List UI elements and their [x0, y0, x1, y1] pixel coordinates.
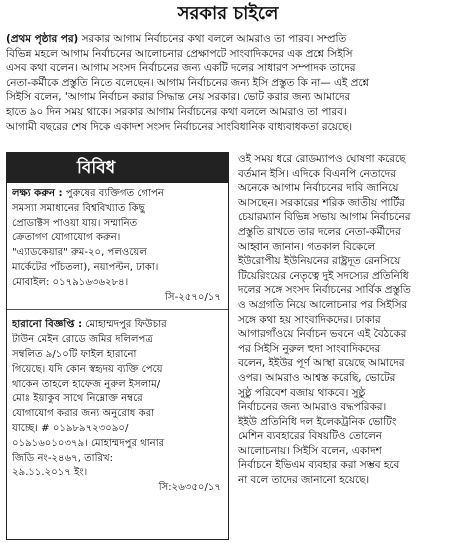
- lead-line: বিভিন্ন মহলে আগাম নির্বাচনের আলোচনার প্রেক্ষাপটে সাংবাদিকদের এক প্রশ্নে সিইসি: [6, 47, 353, 60]
- lead-line: সিইসি বলেন, 'আগাম নির্বাচন করার সিদ্ধান্ত নেয় সরকার। ভোট করার জন্য আমাদের: [6, 91, 351, 104]
- ad-line: ক্রেতাগণ যোগাযোগ করুন।: [12, 232, 121, 244]
- article-line: টিয়েরিংয়ের নেতৃত্বে দুই সদস্যের প্রতিনিধি: [238, 269, 409, 282]
- article-line: বলেন, ইইউর পূর্ণ আস্থা রয়েছে আমাদের: [238, 357, 405, 370]
- ad-line: সমস্যা সমাধানের বিশ্ববিখ্যাত কিছু: [12, 202, 145, 214]
- lead-paragraph: [6, 32, 452, 134]
- ad-line: মার্কেটের পাঁচতলা), নয়াপল্টন, ঢাকা।: [12, 261, 159, 273]
- ad-line: [12, 318, 223, 333]
- article-line: আসছেন। সরকারের শরিক জাতীয় পার্টির: [238, 196, 405, 209]
- article-line: মেশিন ব্যবহারের বিষয়টিও তোলেন: [238, 430, 382, 443]
- lead-line: নেতা-কর্মীকে প্রস্তুতি নিতে বলেছেন। আগাম নির্বাচনের জন্য ইসি প্রস্তুত কি না— এই প্রশ্নে: [6, 76, 370, 89]
- ad-title: হারানো বিজ্ঞপ্তি :: [12, 319, 83, 331]
- ad-line: ০১৯১৬০১০৩৭৯। মোহাম্মদপুর থানার: [12, 437, 165, 449]
- article-line: সুষ্ঠু পরিবেশ বজায় থাকবে। সুষ্ঠু: [238, 386, 366, 399]
- ad-line: ২৯.১১.২০১৭ ইং।: [12, 467, 88, 479]
- article-line: আলোচনায়। সিইসি বলেন, একাদশ: [238, 444, 382, 457]
- ad-first-line: পুরুষের ব্যক্তিগত গোপন: [65, 188, 164, 199]
- article-line: অনেকে আগাম নির্বাচনের দাবি জানিয়ে: [238, 182, 399, 195]
- lead-line: আগামী বছরের শেষ দিকে একাদশ সংসদ নির্বাচনের সাংবিধানিক বাধ্যবাধকতা রয়েছে।: [6, 120, 353, 133]
- lead-first-line: সরকার আগাম নির্বাচনের কথা বললে আমরাও তা পারব। সম্প্রতি: [81, 33, 347, 45]
- classified-ad: [7, 183, 228, 305]
- ad-line: প্রোডাক্টস পাওয়া যায়। সম্মানিত: [12, 217, 138, 229]
- classified-ad: [7, 314, 228, 496]
- ad-title: লক্ষ্য করুন :: [12, 188, 63, 199]
- lead-line: হাতে ৯০ দিন সময় থাকে। সরকার আগাম নির্বাচনের কথা বললে আমরাও তা পারব।: [6, 105, 347, 118]
- classifieds-box: [6, 152, 229, 540]
- article-line: ইউরোপীয় ইউনিয়নের রাষ্ট্রদূত রেনসিয়ে: [238, 255, 401, 268]
- classifieds-header: বিবিধ: [7, 153, 228, 183]
- article-line: ও অগ্রগতি নিয়ে আলোচনার পর সিইসির: [238, 298, 408, 311]
- article-line: ওপর। আমরাও আশ্বস্ত করেছি, ভোটের: [238, 371, 396, 384]
- ad-code: সি:২৬৩৫০/১৭: [158, 482, 221, 494]
- article-line: চেয়ারম্যান বিভিন্ন সভায় আগাম নির্বাচনের: [238, 211, 411, 224]
- ad-line: মোঃ ইয়াকুব সাথে নিম্নোক্ত নম্বরে: [12, 393, 143, 405]
- lead-line: [6, 32, 452, 47]
- article-line: পর সিইসি নুরুল হুদা সাংবাদিকদের: [238, 342, 381, 355]
- article-line: আগারগাঁওয়ে নির্বাচন ভবনে এই বৈঠকের: [238, 328, 407, 341]
- article-line: না বলে তাদের জানানো হয়েছে।: [238, 474, 370, 487]
- ad-code: সি-২৫৭০/১৭: [165, 291, 221, 303]
- article-column: [238, 152, 452, 488]
- ad-divider: [7, 309, 228, 310]
- lead-line: এসব কথা বলেন। আগাম সংসদ নির্বাচনের জন্য একটি দলের সাধারণ সম্পাদক তাদের: [6, 62, 356, 75]
- ad-line: মোবাইল: ০১৭৯১৬৩৬২৮৪।: [12, 276, 129, 288]
- ad-line: যোগাযোগ করার জন্য অনুরোধ করা: [12, 408, 155, 420]
- article-line: নির্বাচনে ইভিএম ব্যবহার করা সম্ভব হবে: [238, 459, 400, 472]
- ad-first-line: মোহাম্মদপুর ফিউচার: [85, 319, 167, 331]
- ad-line: যাচ্ছে। # ০১৯৮৯৭২৩০৯০/: [12, 422, 129, 434]
- article-line: ওই সময় ধরে রোডম্যাপও ঘোষণা করেছে: [238, 153, 406, 165]
- ad-line: থাকেন তাহলে হাফেজ নুরুল ইসলাম/: [12, 378, 161, 390]
- ad-line: গিয়েছে। যদি কোন স্বহৃদয় ব্যক্তি পেয়ে: [12, 363, 163, 375]
- ad-line: জিডি নং-২৪৬৭, তারিখ:: [12, 452, 114, 464]
- article-line: নির্বাচনের জন্য আমরাও বদ্ধপরিকর।: [238, 401, 387, 414]
- ad-line: [12, 187, 223, 202]
- ad-line: সম্বলিত ৯/১০টি ফাইল হারানো: [12, 348, 137, 360]
- article-line: ইইউ প্রতিনিধি দল ইলেকট্রনিক ভোটিং: [238, 415, 397, 428]
- article-line: বর্তমান ইসি। এদিকে বিএনপি নেতাদের: [238, 167, 396, 180]
- ad-line: টাউন মেইন রোডে জমির দলিলপত্র: [12, 334, 153, 346]
- continuation-tag: (প্রথম পৃষ্ঠার পর): [6, 33, 79, 45]
- article-line: প্রস্তুতি রাখতে তার দলের নেতা-কর্মীদের: [238, 225, 401, 238]
- ad-line: "এ্যাডকেয়ার" রুম-২০, পলওয়েল: [12, 247, 147, 259]
- article-line: দলের সঙ্গে সংসদ নির্বাচনের সার্বিক প্রস্তুতি: [238, 284, 411, 297]
- headline: সরকার চাইলে: [177, 3, 279, 24]
- article-line: আহ্বান জানান। গতকাল বিকেলে: [238, 240, 376, 253]
- article-line: সঙ্গে কথা হয় সাংবাদিকদের। ঢাকার: [238, 313, 381, 326]
